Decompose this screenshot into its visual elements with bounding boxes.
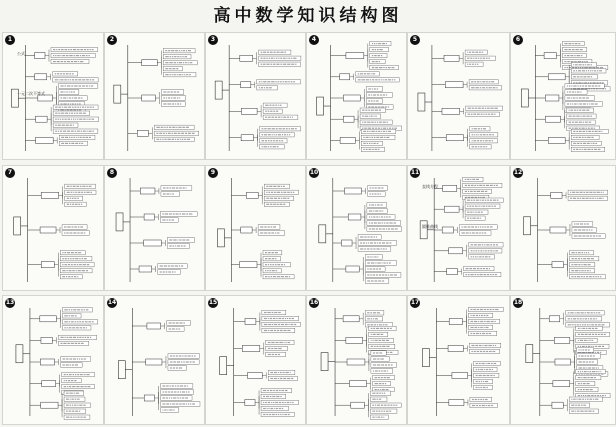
branch-node (41, 402, 58, 408)
branch-node (545, 116, 560, 122)
mindmap-panel-2 (104, 32, 205, 160)
branch-node (442, 227, 453, 233)
branch-node (241, 108, 257, 114)
mindmap-panel-15 (205, 295, 306, 425)
panel-label: 直线方程 (422, 184, 438, 189)
panel-number-badge: 11 (410, 169, 420, 176)
mindmap-panel-9 (205, 165, 306, 291)
branch-node (41, 262, 54, 268)
branch-node (442, 108, 460, 114)
panel-number-badge: 3 (208, 35, 218, 45)
branch-node (41, 192, 58, 198)
root-node (319, 225, 326, 243)
panel-label: 圆锥曲线 (422, 224, 438, 229)
branch-node (346, 266, 359, 272)
panel-number-badge: 12 (513, 169, 523, 176)
panel-number-badge: 16 (309, 299, 319, 306)
root-node (215, 81, 222, 99)
mindmap-panel-13 (2, 295, 104, 425)
panel-number-badge: 18 (513, 299, 523, 306)
mindmap-diagram (307, 33, 406, 159)
branch-node (35, 74, 47, 80)
branch-node (351, 402, 365, 408)
panel-number-badge: 5 (410, 35, 420, 45)
mindmap-panel-12 (510, 165, 616, 291)
panel-number-badge: 13 (5, 299, 15, 306)
leaf-node (260, 145, 285, 149)
mindmap-panel-5 (407, 32, 510, 160)
branch-node (443, 185, 457, 191)
branch-node (345, 188, 362, 194)
branch-node (246, 192, 258, 198)
branch-node (140, 188, 155, 194)
branch-node (349, 381, 366, 387)
mindmap-diagram (511, 33, 615, 159)
poster-title: 高中数学知识结构图 (213, 6, 403, 26)
panel-number-badge: 2 (107, 35, 117, 45)
leaf-node (468, 313, 492, 317)
branch-node (41, 337, 52, 343)
panel-number-badge: 9 (208, 168, 218, 178)
panel-number-badge: 7 (5, 168, 15, 178)
branch-node (35, 53, 45, 59)
mindmap-panel-1 (2, 32, 104, 160)
branch-node (444, 206, 459, 212)
mindmap-diagram (206, 296, 305, 424)
branch-node (137, 130, 148, 136)
branch-node (544, 53, 556, 59)
branch-node (449, 248, 463, 254)
panel-number-badge: 15 (208, 299, 218, 306)
panel-number-badge: 17 (410, 299, 420, 306)
root-node (16, 345, 23, 363)
branch-node (552, 402, 563, 408)
root-node (114, 85, 121, 103)
branch-node (555, 359, 571, 365)
root-node (14, 217, 21, 235)
branch-node (346, 53, 364, 59)
branch-node (449, 400, 464, 406)
mindmap-panel-18 (510, 295, 616, 425)
mindmap-diagram (206, 166, 305, 290)
branch-node (241, 82, 251, 88)
mindmap-panel-8 (104, 165, 205, 291)
branch-node (447, 269, 458, 275)
mindmap-diagram (511, 296, 615, 424)
leaf-node (53, 123, 78, 127)
branch-node (545, 95, 558, 101)
branch-node (248, 373, 263, 379)
root-node (524, 217, 531, 235)
branch-node (40, 227, 56, 233)
panel-number-badge: 4 (309, 35, 319, 45)
branch-node (549, 316, 559, 322)
root-node (217, 229, 224, 247)
branch-node (550, 227, 566, 233)
branch-node (146, 359, 162, 365)
branch-node (245, 400, 255, 406)
mindmap-diagram (3, 166, 103, 290)
mindmap-panel-11 (407, 165, 510, 291)
mindmap-panel-7 (2, 165, 104, 291)
branch-node (348, 214, 361, 220)
branch-node (554, 337, 569, 343)
branch-node (452, 373, 468, 379)
branch-node (343, 95, 360, 101)
panel-number-badge: 14 (107, 299, 117, 306)
mindmap-diagram (3, 296, 103, 424)
branch-node (240, 55, 253, 61)
leaf-node (53, 72, 78, 76)
branch-node (346, 337, 363, 343)
branch-node (343, 116, 354, 122)
branch-node (343, 316, 359, 322)
branch-node (142, 95, 156, 101)
branch-node (449, 319, 462, 325)
mindmap-diagram (105, 296, 204, 424)
root-node (118, 361, 125, 379)
branch-node (144, 240, 162, 246)
branch-node (340, 137, 355, 143)
root-node (317, 97, 324, 115)
root-node (321, 353, 328, 371)
mindmap-diagram (206, 33, 305, 159)
leaf-node (474, 367, 497, 371)
mindmap-panel-6 (510, 32, 616, 160)
branch-node (446, 135, 463, 141)
panel-number-badge: 1 (5, 35, 15, 45)
branch-node (36, 137, 54, 143)
branch-node (444, 55, 459, 61)
mindmap-panel-3 (205, 32, 306, 160)
branch-node (239, 262, 257, 268)
root-node (422, 349, 429, 367)
root-node (220, 357, 227, 375)
branch-node (142, 60, 158, 66)
mindmap-diagram (105, 166, 204, 290)
panel-label: 公式 (17, 51, 25, 56)
mindmap-panel-14 (104, 295, 205, 425)
branch-node (340, 74, 350, 80)
branch-node (553, 381, 570, 387)
branch-node (144, 395, 154, 401)
branch-node (347, 359, 365, 365)
mindmap-diagram (408, 296, 509, 424)
branch-node (241, 227, 252, 233)
mindmap-diagram (105, 33, 204, 159)
mindmap-diagram (307, 296, 406, 424)
panel-number-badge: 10 (309, 169, 319, 176)
branch-node (36, 116, 48, 122)
mindmap-panel-4 (306, 32, 407, 160)
mindmap-panel-10 (306, 165, 407, 291)
branch-node (245, 319, 256, 325)
branch-node (548, 74, 565, 80)
branch-node (139, 266, 152, 272)
branch-node (548, 137, 565, 143)
branch-node (552, 262, 563, 268)
branch-node (40, 316, 57, 322)
root-node (521, 89, 528, 107)
branch-node (445, 82, 463, 88)
branch-node (341, 240, 352, 246)
branch-node (42, 381, 56, 387)
root-node (116, 213, 123, 231)
branch-node (241, 135, 253, 141)
mindmap-panel-16 (306, 295, 407, 425)
branch-node (448, 346, 463, 352)
panel-number-badge: 6 (513, 35, 523, 45)
branch-node (144, 214, 154, 220)
panel-label: 一元二次不等式 (17, 91, 45, 96)
leaf-node (366, 93, 392, 97)
root-node (526, 345, 533, 363)
mindmap-diagram (511, 166, 615, 290)
branch-node (40, 359, 54, 365)
mindmap-panel-17 (407, 295, 510, 425)
branch-node (551, 192, 562, 198)
root-node (418, 93, 425, 111)
leaf-node (263, 262, 290, 266)
branch-node (147, 323, 161, 329)
mindmap-diagram (307, 166, 406, 290)
panel-number-badge: 8 (107, 168, 117, 178)
branch-node (242, 346, 260, 352)
mindmap-diagram (408, 33, 509, 159)
